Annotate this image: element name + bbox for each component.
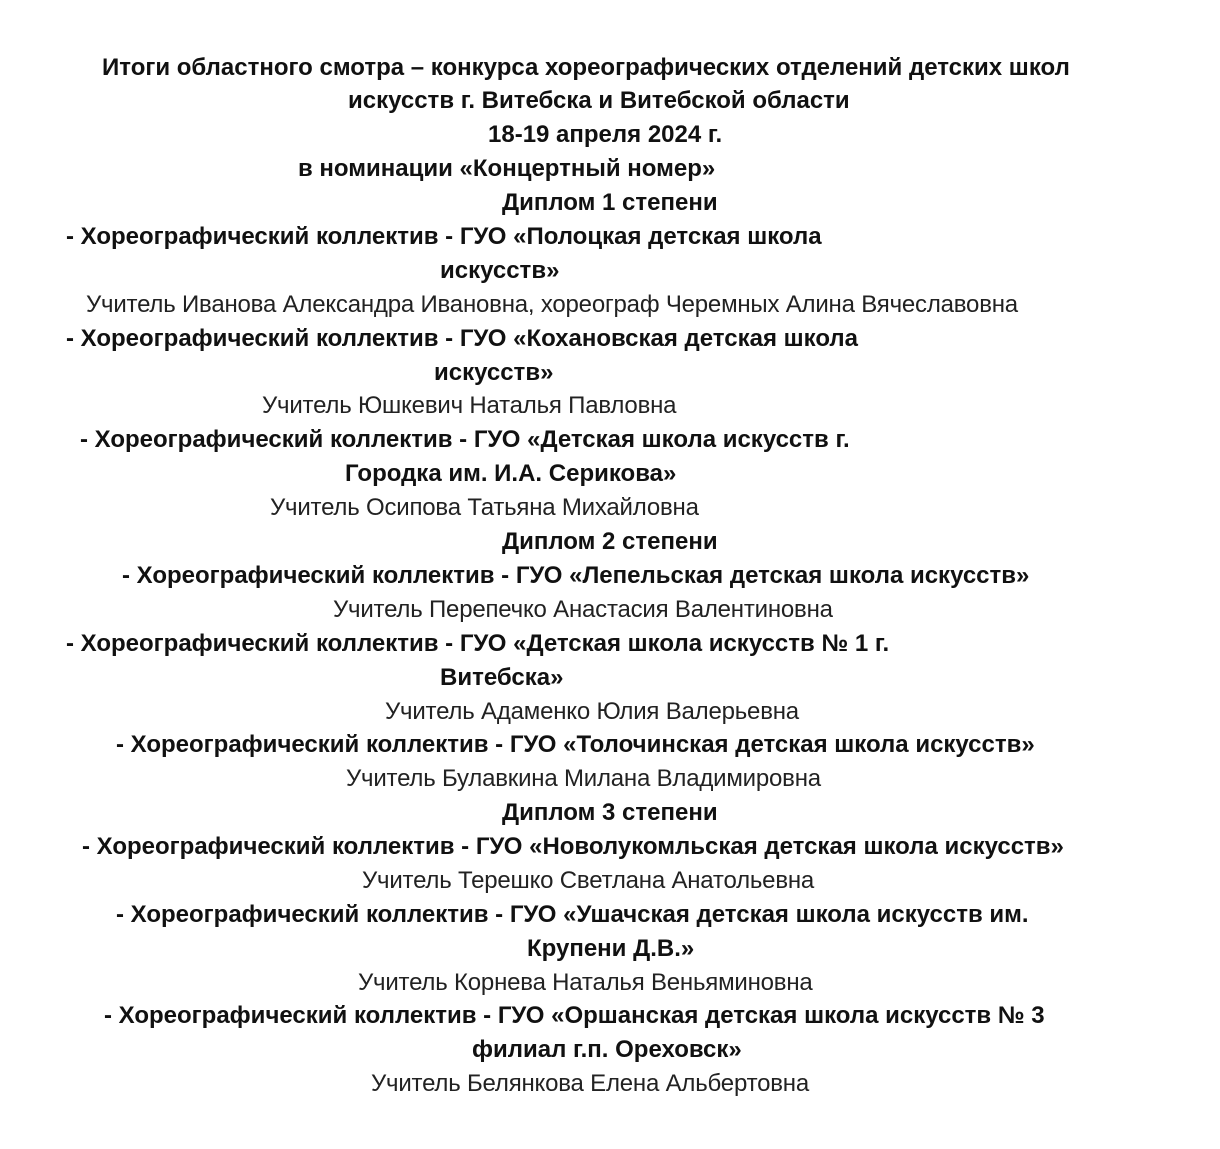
diploma-2-entry-3-line-1: - Хореографический коллектив - ГУО «Толочинская детская школа искусств» bbox=[116, 731, 1035, 758]
document-title-line-2: искусств г. Витебска и Витебской области bbox=[348, 87, 850, 114]
diploma-3-entry-3-line-1: - Хореографический коллектив - ГУО «Оршанская детская школа искусств № 3 bbox=[104, 1002, 1045, 1029]
diploma-2-entry-1-teacher: Учитель Перепечко Анастасия Валентиновна bbox=[333, 596, 833, 623]
diploma-2-entry-1-line-1: - Хореографический коллектив - ГУО «Лепельская детская школа искусств» bbox=[122, 562, 1030, 589]
diploma-1-entry-2-teacher: Учитель Юшкевич Наталья Павловна bbox=[262, 392, 677, 419]
nomination-title: в номинации «Концертный номер» bbox=[298, 155, 716, 182]
document-title-line-1: Итоги областного смотра – конкурса хореографических отделений детских школ bbox=[102, 54, 1070, 81]
diploma-1-entry-1-line-2: искусств» bbox=[440, 257, 560, 284]
diploma-2-entry-2-teacher: Учитель Адаменко Юлия Валерьевна bbox=[385, 698, 799, 725]
diploma-2-entry-2-line-1: - Хореографический коллектив - ГУО «Детская школа искусств № 1 г. bbox=[66, 630, 890, 657]
diploma-3-entry-2-line-1: - Хореографический коллектив - ГУО «Ушачская детская школа искусств им. bbox=[116, 901, 1029, 928]
diploma-1-entry-1-teacher: Учитель Иванова Александра Ивановна, хореограф Черемных Алина Вячеславовна bbox=[86, 291, 1018, 318]
diploma-1-entry-3-line-1: - Хореографический коллектив - ГУО «Детская школа искусств г. bbox=[80, 426, 850, 453]
diploma-3-entry-1-line-1: - Хореографический коллектив - ГУО «Новолукомльская детская школа искусств» bbox=[82, 833, 1064, 860]
diploma-3-entry-2-teacher: Учитель Корнева Наталья Веньяминовна bbox=[358, 969, 813, 996]
diploma-1-entry-3-teacher: Учитель Осипова Татьяна Михайловна bbox=[270, 494, 699, 521]
diploma-1-heading: Диплом 1 степени bbox=[502, 189, 718, 216]
diploma-1-entry-1-line-1: - Хореографический коллектив - ГУО «Полоцкая детская школа bbox=[66, 223, 822, 250]
diploma-3-entry-3-line-2: филиал г.п. Ореховск» bbox=[472, 1036, 742, 1063]
diploma-3-entry-2-line-2: Крупени Д.В.» bbox=[527, 935, 695, 962]
diploma-3-heading: Диплом 3 степени bbox=[502, 799, 718, 826]
diploma-3-entry-3-teacher: Учитель Белянкова Елена Альбертовна bbox=[371, 1070, 809, 1097]
diploma-1-entry-2-line-1: - Хореографический коллектив - ГУО «Кохановская детская школа bbox=[66, 325, 858, 352]
diploma-2-heading: Диплом 2 степени bbox=[502, 528, 718, 555]
diploma-1-entry-3-line-2: Городка им. И.А. Серикова» bbox=[345, 460, 677, 487]
diploma-3-entry-1-teacher: Учитель Терешко Светлана Анатольевна bbox=[362, 867, 815, 894]
diploma-2-entry-2-line-2: Витебска» bbox=[440, 664, 564, 691]
event-date: 18-19 апреля 2024 г. bbox=[488, 121, 723, 148]
diploma-1-entry-2-line-2: искусств» bbox=[434, 359, 554, 386]
diploma-2-entry-3-teacher: Учитель Булавкина Милана Владимировна bbox=[346, 765, 821, 792]
